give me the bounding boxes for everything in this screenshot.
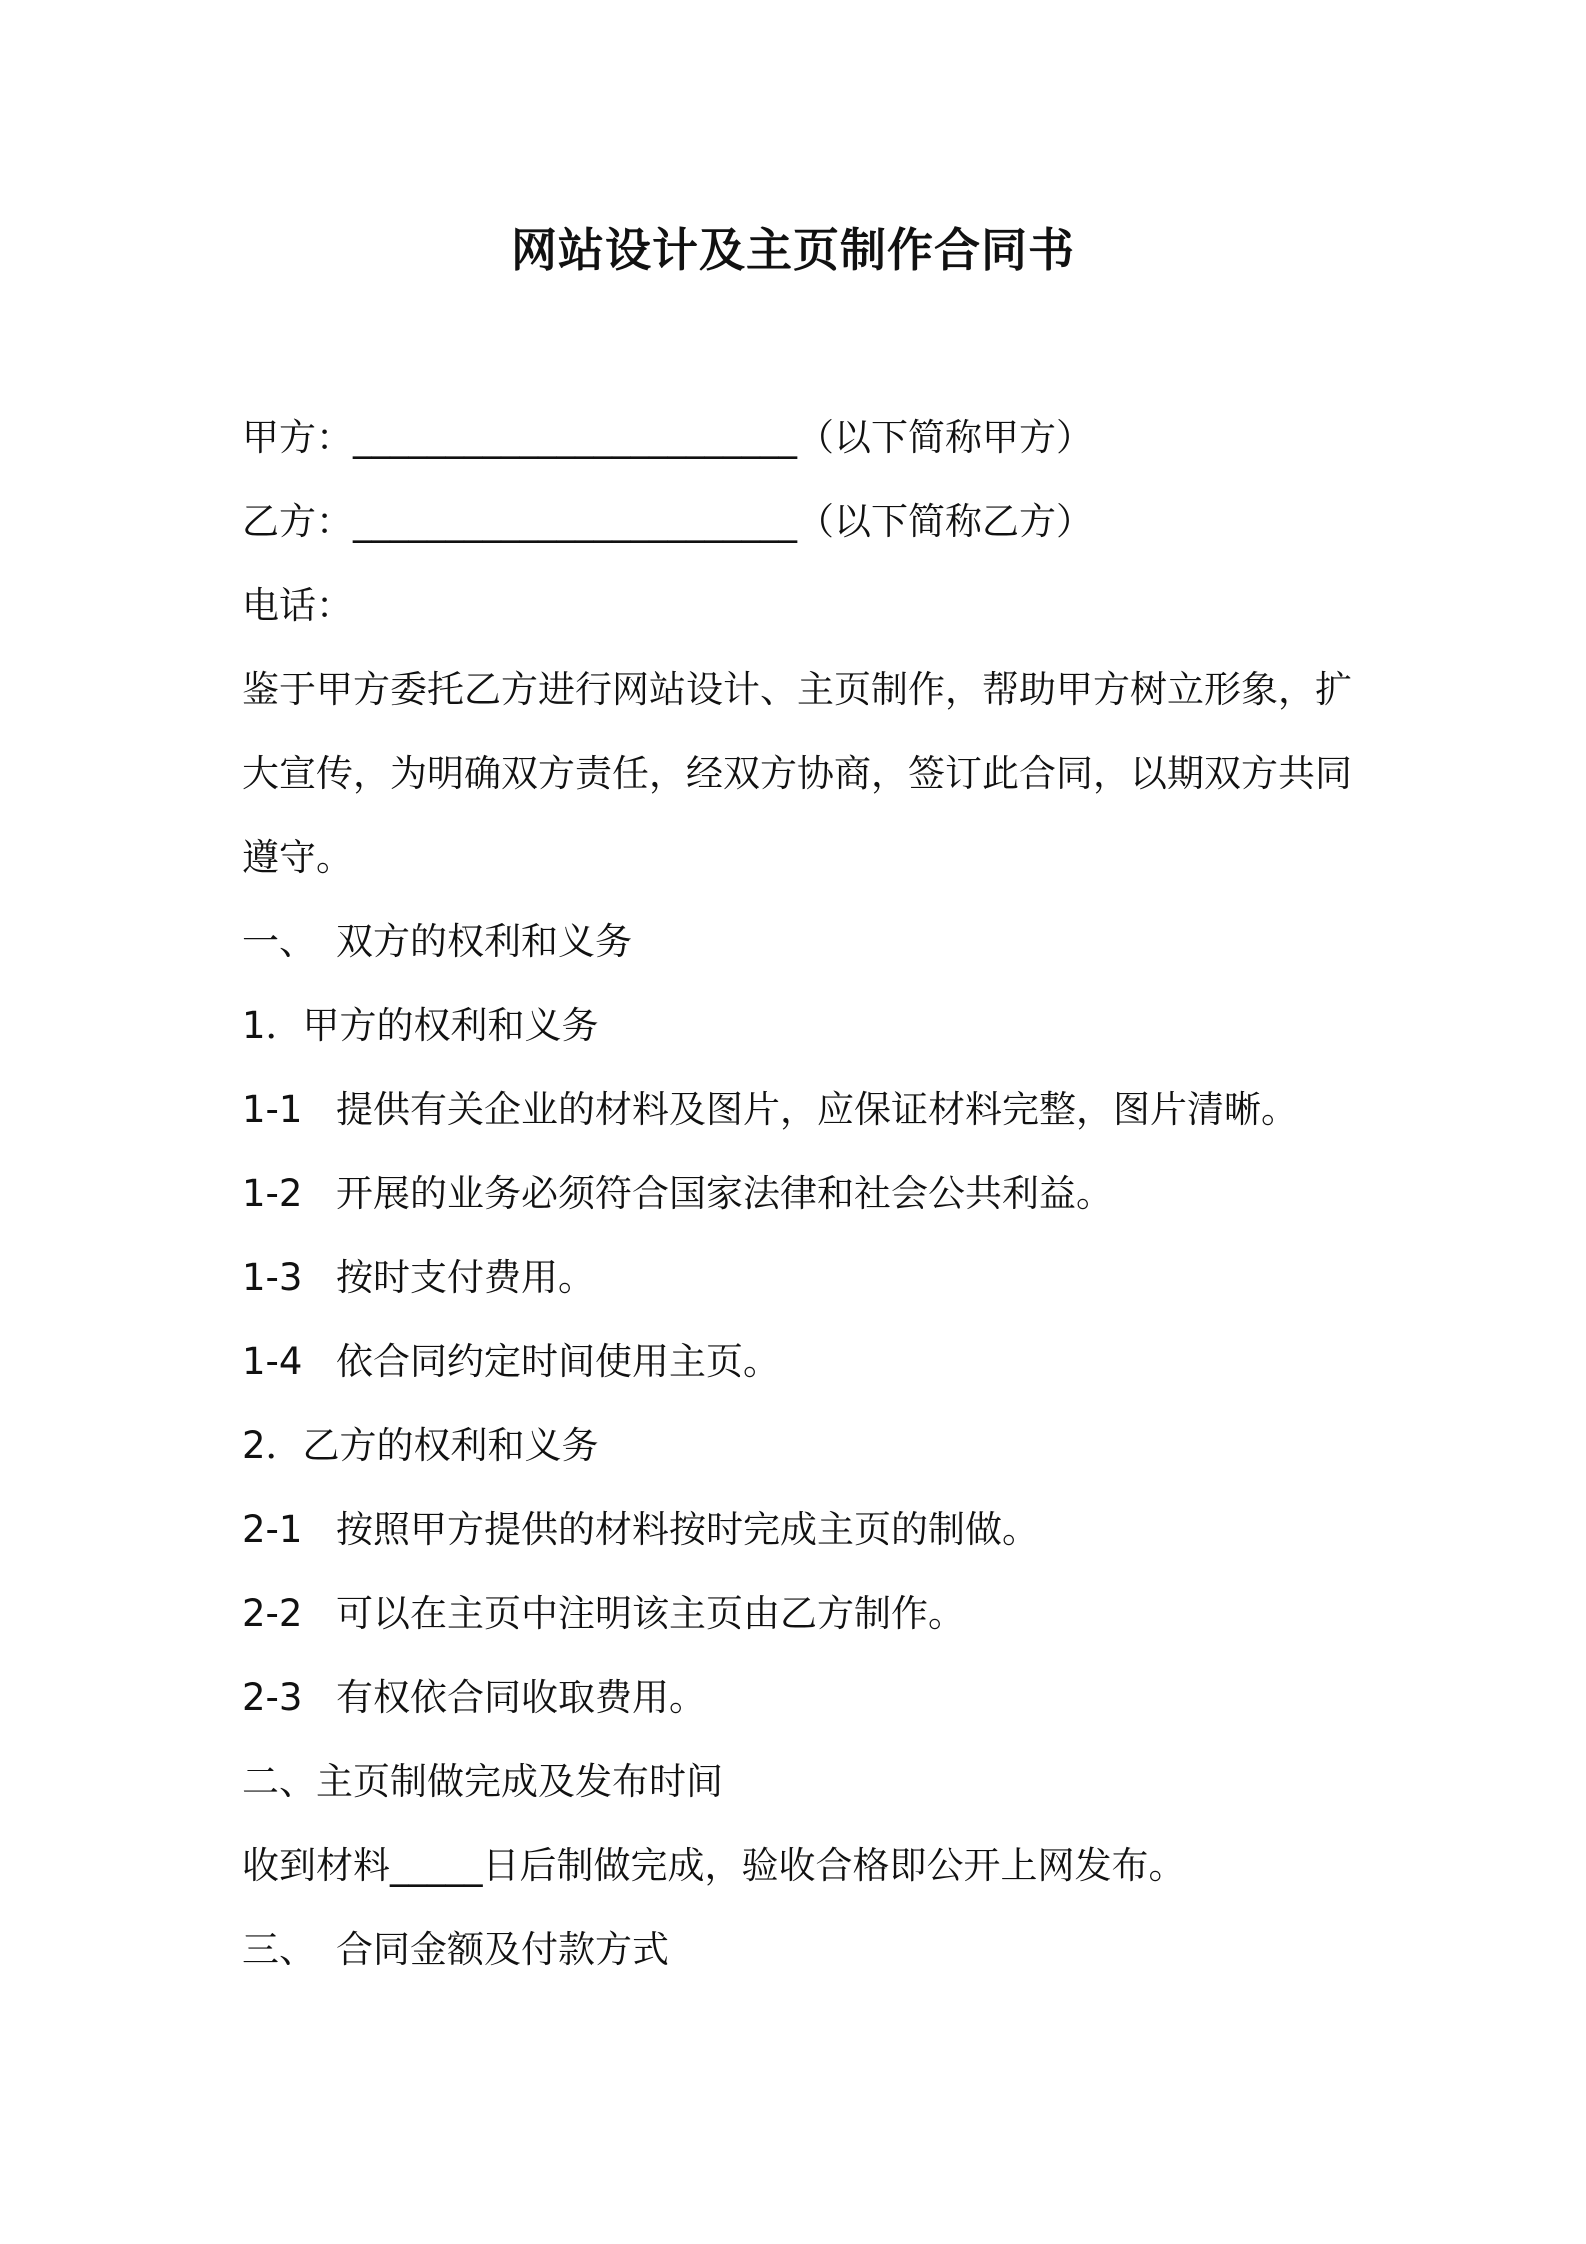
- list-item-text: 有权依合同收取费用。: [336, 1676, 706, 1719]
- subsection-2-heading: 2．乙方的权利和义务: [242, 1424, 599, 1467]
- list-item: [242, 1236, 1362, 1320]
- list-item-number: 1-1: [242, 1088, 303, 1131]
- list-item-number: 2-1: [242, 1508, 303, 1551]
- list-item-text: 依合同约定时间使用主页。: [336, 1340, 780, 1383]
- list-item-text: 可以在主页中注明该主页由乙方制作。: [336, 1592, 965, 1635]
- section-1-heading: [242, 900, 1362, 984]
- list-item: [242, 1488, 1362, 1572]
- list-item-text: 按照甲方提供的材料按时完成主页的制做。: [336, 1508, 1039, 1551]
- list-item-number: 2-2: [242, 1592, 303, 1635]
- party-b-line: 乙方：________________________（以下简称乙方）: [242, 500, 1093, 543]
- section-2-body: 收到材料_____日后制做完成，验收合格即公开上网发布。: [242, 1844, 1186, 1887]
- section-1-number: 一、: [242, 920, 316, 963]
- subsection-1-heading: 1．甲方的权利和义务: [242, 1004, 599, 1047]
- list-item-text: 开展的业务必须符合国家法律和社会公共利益。: [336, 1172, 1113, 1215]
- document-title: 网站设计及主页制作合同书: [511, 223, 1075, 277]
- section-3-title: 合同金额及付款方式: [336, 1928, 669, 1971]
- list-item: [242, 1152, 1362, 1236]
- list-item-text: 按时支付费用。: [336, 1256, 595, 1299]
- list-item: [242, 1068, 1362, 1152]
- list-item: [242, 1656, 1362, 1740]
- list-item-number: 1-4: [242, 1340, 303, 1383]
- list-item: [242, 1572, 1362, 1656]
- party-a-line: 甲方：________________________（以下简称甲方）: [242, 416, 1093, 459]
- section-2-heading: 二、主页制做完成及发布时间: [242, 1760, 723, 1803]
- list-item-number: 1-3: [242, 1256, 303, 1299]
- list-item-number: 1-2: [242, 1172, 303, 1215]
- list-item-text: 提供有关企业的材料及图片，应保证材料完整，图片清晰。: [336, 1088, 1298, 1131]
- preamble-paragraph: 鉴于甲方委托乙方进行网站设计、主页制作，帮助甲方树立形象，扩大宣传，为明确双方责任，经双方协商，签订此合同，以期双方共同遵守。: [242, 668, 1352, 879]
- document-body: [242, 396, 1362, 1992]
- section-3-number: 三、: [242, 1928, 316, 1971]
- section-1-title: 双方的权利和义务: [336, 920, 632, 963]
- list-item: [242, 1320, 1362, 1404]
- list-item-number: 2-3: [242, 1676, 303, 1719]
- section-3-heading: [242, 1908, 1362, 1992]
- phone-line: 电话：: [242, 584, 353, 627]
